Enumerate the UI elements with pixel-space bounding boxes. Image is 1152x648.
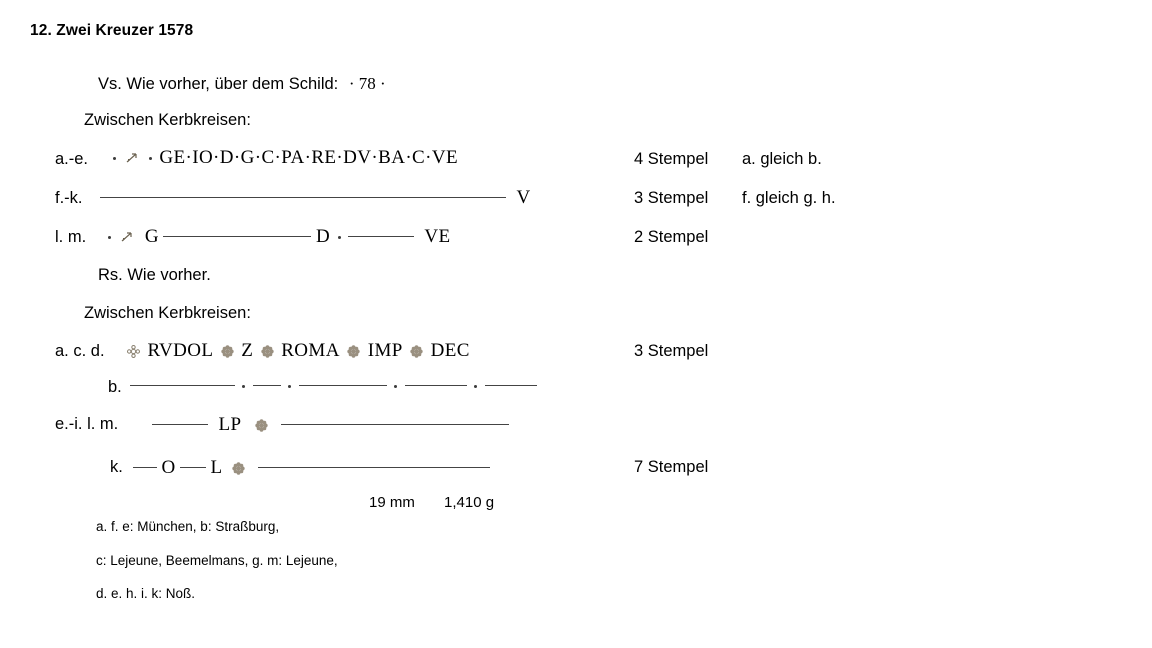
obverse-variant-label-f-k: f.-k. [55,189,83,207]
rosette-icon [221,345,234,358]
omission-rule [152,424,208,425]
obverse-legend-text-a-e: GE·IO·D·G·C·PA·RE·DV·BA·C·VE [159,147,458,168]
omission-rule [130,385,235,386]
reverse-variant-label-e-i-l-m: e.-i. l. m. [55,415,119,433]
reverse-variant-legend-k [133,457,490,479]
omission-rule [180,467,206,468]
reverse-variant-label-a-c-d: a. c. d. [55,342,105,360]
obverse-legend-text-f-k: V [516,187,531,208]
omission-rule [163,236,311,237]
omission-rule [405,385,467,386]
omission-rule [100,197,506,198]
dot-icon [338,236,341,239]
dot-icon [242,385,245,388]
obverse-variant-legend-a-e [110,147,458,169]
reverse-legend-part-3: ROMA [281,340,340,361]
reverse-legend-text-e-i-l-m: LP [218,414,242,435]
obverse-variant-legend-f-k [100,187,531,209]
dot-icon [108,236,111,239]
reverse-legend-part-2-k: L [210,457,223,478]
dot-icon [394,385,397,388]
weight-value: 1,410 g [444,494,495,511]
reverse-variant-legend-e-i-l-m [152,414,509,436]
obverse-legend-part-2-l-m: D [315,226,331,247]
diameter-value: 19 mm [369,494,415,511]
obverse-legend-part-3-l-m: VE [424,226,451,247]
obverse-legend-part-1-l-m: G [144,226,160,247]
rosette-icon [261,345,274,358]
footnote-line-3: d. e. h. i. k: Noß. [96,586,196,601]
reverse-stempel-a-c-d: 3 Stempel [634,342,709,360]
rosette-icon [255,419,268,432]
omission-rule [485,385,537,386]
dot-icon [474,385,477,388]
rosette-icon [127,345,140,358]
omission-rule [281,424,509,425]
omission-rule [299,385,387,386]
obverse-variant-label-l-m: l. m. [55,228,87,246]
rosette-icon [347,345,360,358]
mintmark-icon [125,151,139,165]
obverse-note-a-e: a. gleich b. [742,150,822,168]
reverse-legend-part-1-k: O [161,457,176,478]
reverse-stempel-k: 7 Stempel [634,458,709,476]
dot-icon [113,157,116,160]
footnote-line-1: a. f. e: München, b: Straßburg, [96,519,280,534]
obverse-stempel-f-k: 3 Stempel [634,189,709,207]
obverse-variant-legend-l-m [105,226,451,248]
reverse-variant-label-b: b. [108,378,122,396]
omission-rule [348,236,414,237]
omission-rule [133,467,157,468]
reverse-variant-legend-a-c-d [124,340,470,362]
reverse-legend-part-5: DEC [430,340,470,361]
obverse-year-mark: · 78 · [348,74,386,93]
omission-rule [258,467,490,468]
obverse-note-f-k: f. gleich g. h. [742,189,836,207]
reverse-variant-label-k: k. [110,458,123,476]
dot-icon [288,385,291,388]
reverse-legend-part-4: IMP [367,340,403,361]
obverse-between-note: Zwischen Kerbkreisen: [84,111,251,129]
mintmark-icon [120,230,134,244]
reverse-legend-part-2: Z [241,340,254,361]
reverse-variant-legend-b [130,378,537,396]
obverse-variant-label-a-e: a.-e. [55,150,89,168]
page-title: 12. Zwei Kreuzer 1578 [30,22,194,39]
obverse-stempel-a-e: 4 Stempel [634,150,709,168]
reverse-legend-part-1: RVDOL [147,340,214,361]
obverse-description [98,74,386,94]
obverse-stempel-l-m: 2 Stempel [634,228,709,246]
obverse-description-text: Vs. Wie vorher, über dem Schild: [98,75,339,93]
reverse-between-note: Zwischen Kerbkreisen: [84,304,251,322]
rosette-icon [410,345,423,358]
footnote-line-2: c: Lejeune, Beemelmans, g. m: Lejeune, [96,553,338,568]
rosette-icon [232,462,245,475]
omission-rule [253,385,281,386]
reverse-description: Rs. Wie vorher. [98,266,211,284]
dot-icon [149,157,152,160]
